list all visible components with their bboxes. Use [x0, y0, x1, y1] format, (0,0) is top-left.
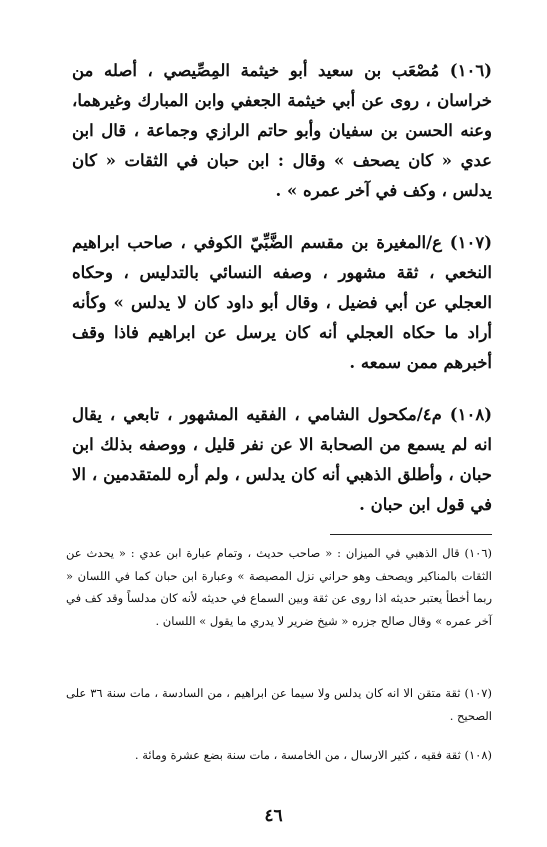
footnote-text: (١٠٦) قال الذهبي في الميزان : « صاحب حديث ، وتمام عبارة ابن عدي : « يحدث عن الثقات بالمناكير ويصحف وهو حراني نزل المصيصة » وعبارة ابن حبان كما في اللسان « ربما أخطأ يعتبر حديثه اذا روى عن ثقة وبين السماع في حديثه لأنه كان مدلساً وقد كف في آخر عمره » وقال صالح جزره « شيخ ضرير لا يدري ما يقول » اللسان .: [66, 546, 492, 628]
entry-text: (١٠٨) م٤/مكحول الشامي ، الفقيه المشهور ، تابعي ، يقال انه لم يسمع من الصحابة الا عن نفر قليل ، ووصفه بذلك ابن حبان ، وأطلق الذهبي أنه كان يدلس ، ولم أره للمتقدمين ، الا في قول ابن حبان .: [72, 405, 492, 514]
entry-108: [72, 400, 492, 520]
footnote-text: (١٠٨) ثقة فقيه ، كثير الارسال ، من الخامسة ، مات سنة بضع عشرة ومائة .: [134, 748, 492, 762]
footnote-108: [66, 744, 492, 767]
entry-107: [72, 228, 492, 378]
page-number: ٤٦: [264, 806, 283, 826]
footnote-text: (١٠٧) ثقة متقن الا انه كان يدلس ولا سيما عن ابراهيم ، من السادسة ، مات سنة ٣٦ على الصحيح .: [66, 686, 492, 723]
entry-106: [72, 56, 492, 206]
entry-text: (١٠٦) مُصْعَب بن سعيد أبو خيثمة المِصِّيصي ، أصله من خراسان ، روى عن أبي خيثمة الجعفي وابن المبارك وغيرهما، وعنه الحسن بن سفيان وأبو حاتم الرازي وجماعة ، قال ابن عدي « كان يصحف » وقال : ابن حبان في الثقات « كان يدلس ، وكف في آخر عمره » .: [72, 61, 492, 200]
footnote-divider: [330, 534, 492, 535]
footnote-106: [66, 542, 492, 632]
footnote-107: [66, 682, 492, 727]
entry-text: (١٠٧) ع/المغيرة بن مقسم الضَّبِّيّ الكوفي ، صاحب ابراهيم النخعي ، ثقة مشهور ، وصفه النسائي بالتدليس ، وحكاه العجلي عن أبي فضيل ، وقال أبو داود كان لا يدلس » وكأنه أراد ما حكاه العجلي أنه كان يرسل عن ابراهيم فاذا وقف أخبرهم ممن سمعه .: [72, 233, 492, 372]
